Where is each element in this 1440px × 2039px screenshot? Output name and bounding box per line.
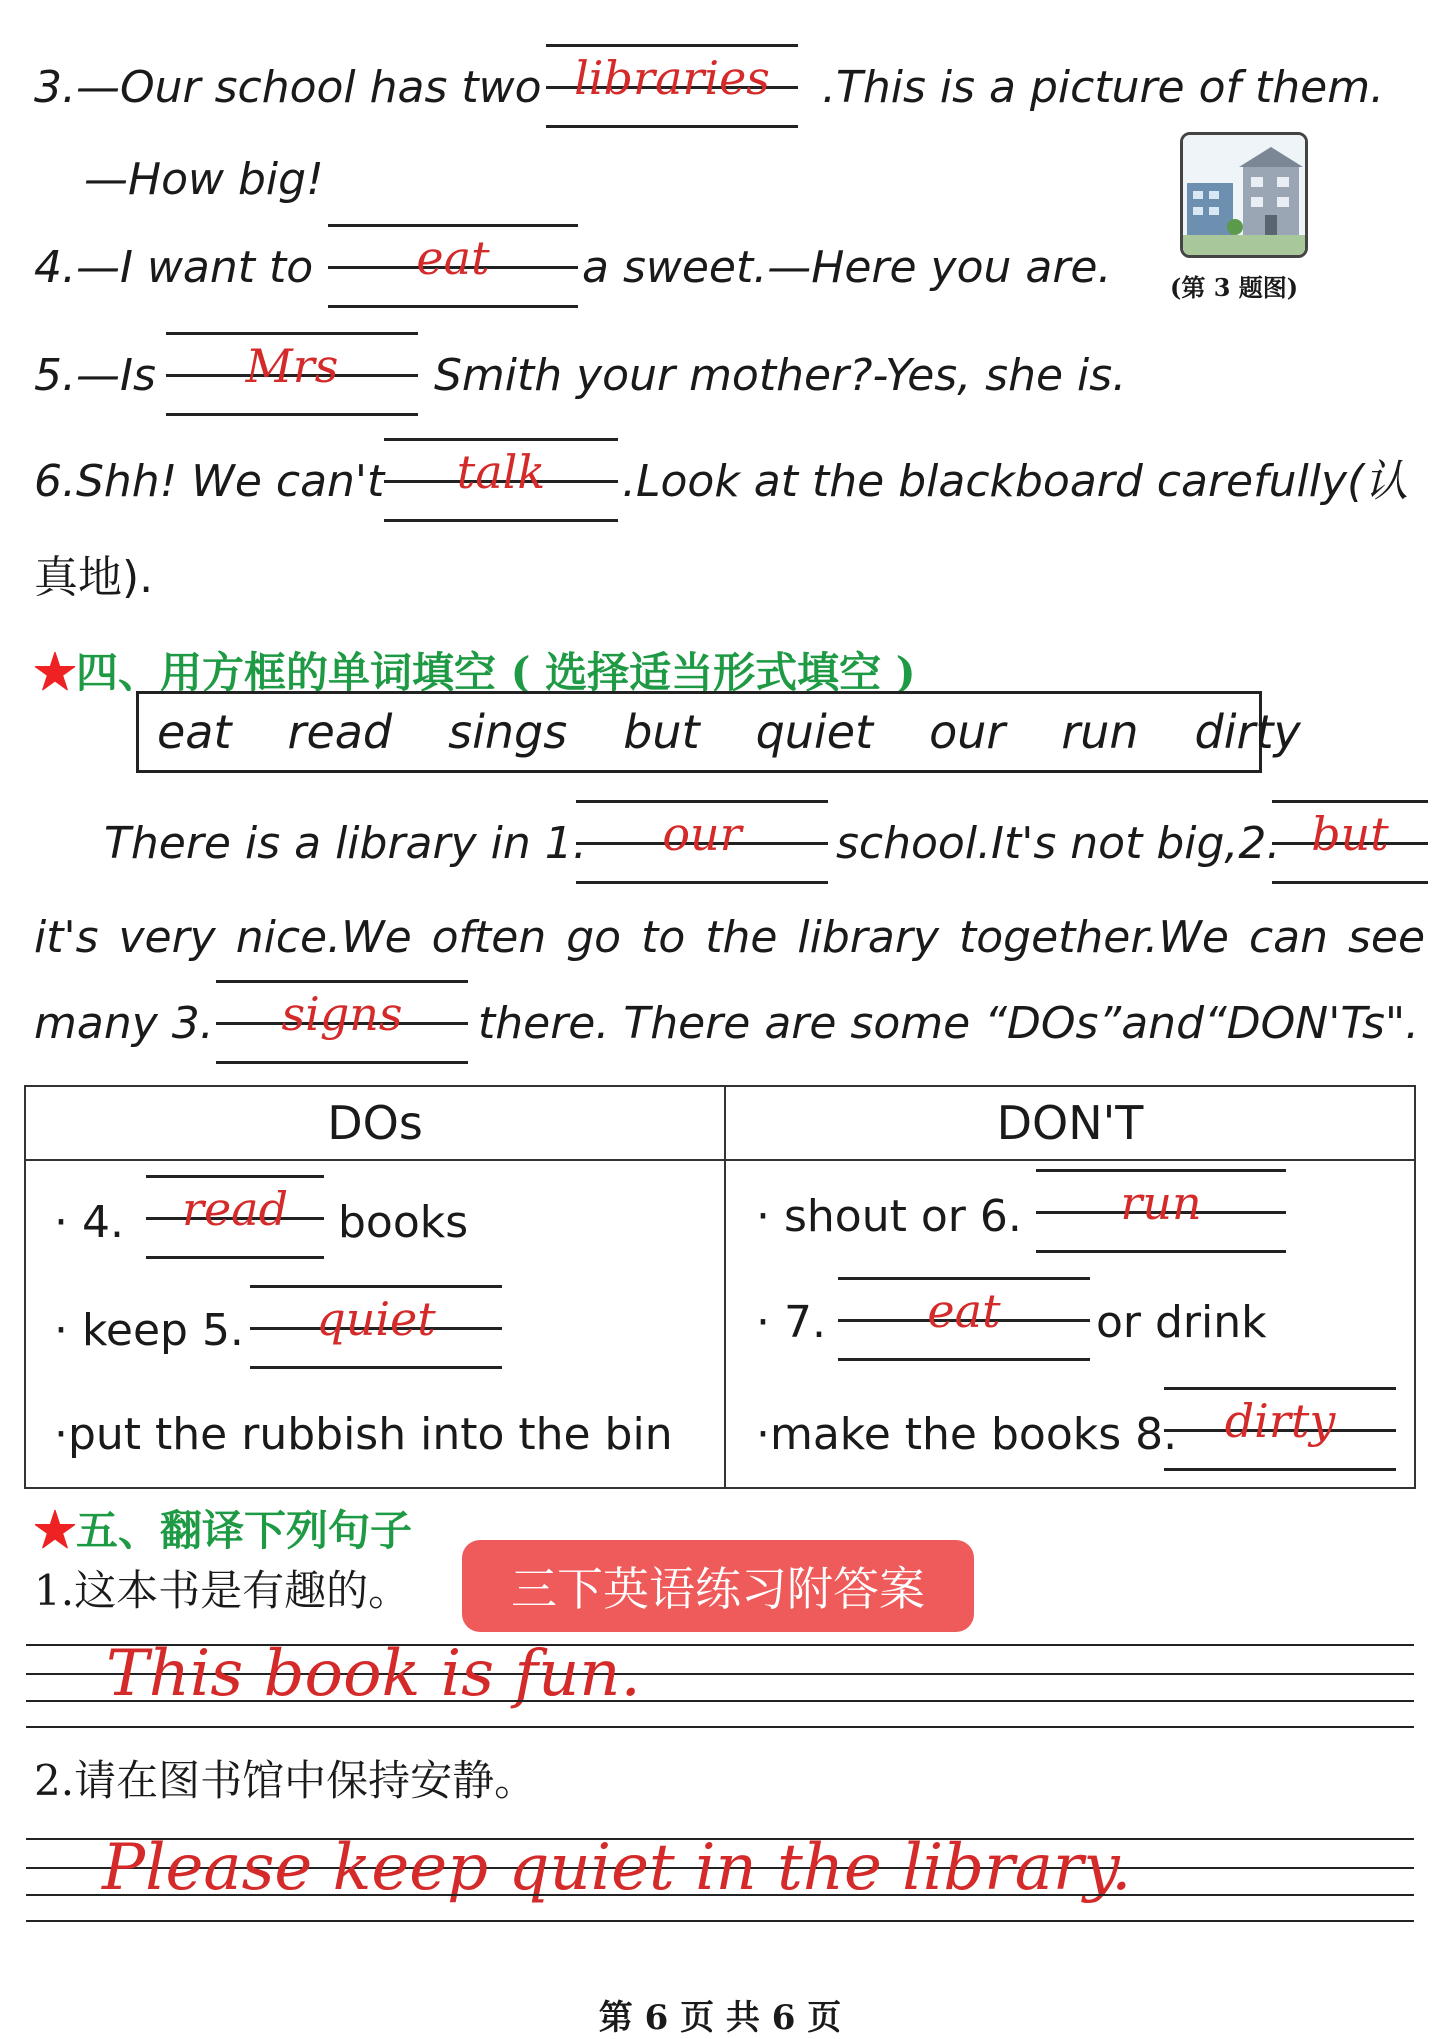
writing-lines-1[interactable]	[26, 1637, 1414, 1728]
q3-text: 3.—Our school has two	[34, 62, 542, 113]
q3-reply: —How big!	[84, 154, 324, 205]
section-5-title: 五、翻译下列句子	[76, 1506, 413, 1555]
q4-text-post: a sweet.—Here you are.	[582, 242, 1112, 293]
library-building-icon	[1183, 135, 1305, 255]
translate-prompt-1: 1.这本书是有趣的。	[34, 1566, 411, 1615]
passage-line-2: it's very nice.We often go to the library together.We can see	[34, 912, 1426, 963]
answer-4: read	[181, 1182, 289, 1236]
q3-text-post: .This is a picture of them.	[822, 62, 1385, 113]
page-footer: 第 6 页 共 6 页	[598, 1998, 842, 2038]
q3-answer: libraries	[574, 51, 770, 105]
q6-answer: talk	[456, 445, 546, 499]
row-6-label: · shout or 6.	[756, 1191, 1022, 1242]
library-picture	[1180, 132, 1308, 258]
word-box-item: run	[1061, 705, 1139, 759]
figure-caption: (第 3 题图)	[1170, 273, 1299, 302]
row-8-label: ·make the books 8.	[756, 1409, 1178, 1460]
answer-1: our	[662, 807, 742, 861]
word-box-item: quiet	[755, 705, 874, 759]
word-box-item: read	[287, 705, 393, 759]
q6-text-post: .Look at the blackboard carefully(认	[622, 456, 1409, 507]
donts-cell	[725, 1160, 1415, 1488]
translate-answer-2: Please keep quiet in the library.	[102, 1831, 1132, 1905]
word-box-item: eat	[157, 705, 232, 759]
section-5-heading	[34, 1498, 412, 1558]
blank-3[interactable]	[216, 980, 468, 1064]
answer-2: but	[1311, 807, 1389, 861]
word-box-item: our	[929, 705, 1006, 759]
q5-answer: Mrs	[245, 339, 339, 393]
row-7-post: or drink	[1096, 1297, 1267, 1348]
q6-blank[interactable]	[384, 438, 618, 522]
q5-text-post: Smith your mother?-Yes, she is.	[434, 350, 1127, 401]
row-bin: ·put the rubbish into the bin	[54, 1409, 673, 1460]
word-box-item: sings	[448, 705, 568, 759]
q3-blank[interactable]	[546, 44, 798, 128]
q4-answer: eat	[416, 231, 490, 285]
writing-lines-2[interactable]	[26, 1831, 1414, 1922]
row-4-label: · 4.	[54, 1197, 124, 1248]
blank-7[interactable]	[838, 1277, 1090, 1361]
q6-text-post2: 真地).	[34, 552, 154, 603]
passage-line-3: many 3.	[34, 998, 214, 1049]
word-box-item: dirty	[1194, 705, 1301, 759]
row-4-post: books	[338, 1197, 469, 1248]
translate-prompt-2: 2.请在图书馆中保持安静。	[34, 1756, 537, 1805]
table-header-dos: DOs	[25, 1086, 725, 1160]
q6-text: 6.Shh! We can't	[34, 456, 385, 507]
star-icon: ★	[34, 1506, 77, 1555]
blank-4[interactable]	[146, 1175, 324, 1259]
word-box-item: but	[623, 705, 700, 759]
answer-6: run	[1120, 1176, 1202, 1230]
answer-8: dirty	[1224, 1394, 1336, 1448]
blank-2[interactable]	[1272, 800, 1428, 884]
dos-cell	[25, 1160, 725, 1488]
answer-5: quiet	[316, 1292, 436, 1346]
translate-answer-1: This book is fun.	[106, 1637, 641, 1711]
word-box	[136, 691, 1301, 773]
section-4-title: 四、用方框的单词填空 ( 选择适当形式填空 )	[76, 648, 916, 697]
passage-line-1-mid: school.It's not big,2.	[836, 818, 1281, 869]
q5-text: 5.—Is	[34, 350, 156, 401]
answer-3: signs	[281, 987, 403, 1041]
passage-line-1: There is a library in 1.	[104, 818, 587, 869]
q4-blank[interactable]	[328, 224, 578, 308]
blank-8[interactable]	[1164, 1387, 1396, 1471]
title-badge: 三下英语练习附答案	[462, 1540, 974, 1632]
answer-7: eat	[927, 1284, 1001, 1338]
star-icon: ★	[34, 648, 77, 697]
blank-6[interactable]	[1036, 1169, 1286, 1253]
row-5-label: · keep 5.	[54, 1305, 244, 1356]
q4-text: 4.—I want to	[34, 242, 314, 293]
blank-1[interactable]	[576, 800, 828, 884]
row-7-label: · 7.	[756, 1297, 826, 1348]
table-header-donts: DON'T	[725, 1086, 1415, 1160]
dos-donts-table	[24, 1085, 1416, 1489]
blank-5[interactable]	[250, 1285, 502, 1369]
passage-line-3-post: there. There are some “DOs”and“DON'Ts".	[478, 998, 1420, 1049]
q5-blank[interactable]	[166, 332, 418, 416]
